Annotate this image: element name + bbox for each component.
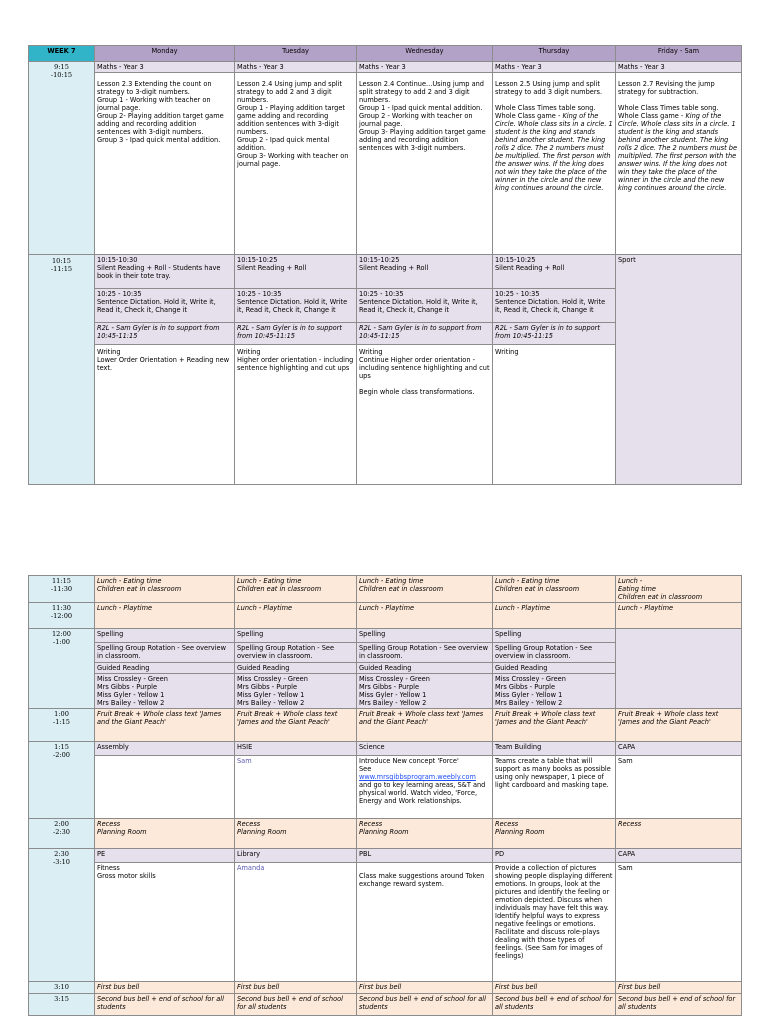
group-line: Mrs Bailey - Yellow 2	[97, 699, 165, 707]
slot-time: 10:15-10:25	[237, 256, 278, 264]
group-line: Miss Crossley - Green	[97, 675, 168, 683]
bell2-friday: Second bus bell + end of school for all students	[616, 994, 742, 1016]
lunch-text: Lunch -	[618, 577, 643, 585]
spelling-tuesday: Spelling	[235, 629, 357, 643]
maths-heading-thursday: Maths - Year 3	[493, 62, 616, 73]
time-label: 12:00 -1:00	[51, 630, 71, 646]
recess-text: Recess	[237, 820, 261, 828]
writing-heading: Writing	[359, 348, 383, 356]
maths-text: Group 2 - Ipad quick mental addition.	[237, 136, 330, 152]
time-bell2: 3:15	[29, 994, 95, 1016]
science-text: and go to key learning areas, S&T and physical world. Watch video, 'Force, Energy and Work relationships.	[359, 781, 486, 805]
bell2-monday: Second bus bell + end of school for all students	[95, 994, 235, 1016]
time-label: 2:00 -2:30	[52, 820, 71, 836]
group-line: Miss Gyler - Yellow 1	[359, 691, 427, 699]
time-label: 11:15 -11:30	[50, 577, 73, 593]
reading-wednesday	[357, 255, 493, 289]
maths-text: Group 2 - Working with teacher on journal page.	[359, 112, 473, 128]
block1-head-thursday: Team Building	[493, 742, 616, 756]
group-line: Mrs Bailey - Yellow 2	[495, 699, 563, 707]
dictation-wednesday	[357, 289, 493, 323]
writing-heading: Writing	[97, 348, 121, 356]
bell2-thursday: Second bus bell + end of school for all students	[493, 994, 616, 1016]
time-block2	[29, 849, 95, 982]
block2-thursday: Provide a collection of pictures showing people displaying different emotions. In groups, look at the pictures and identify the feeling or emotion depicted. Discuss when individuals may have felt this way. Identify helpful ways to express negative feelings or emotions. Facilitate and discuss role-plays dealing with those types of feelings. (See Sam for images of feelings)	[493, 863, 616, 982]
lunch-sub: Children eat in classroom	[359, 585, 444, 593]
maths-text	[495, 112, 613, 192]
bell1-tuesday: First bus bell	[235, 982, 357, 994]
time-label: 11:30 -12:00	[50, 604, 73, 620]
writing-heading: Writing	[237, 348, 261, 356]
game-label: Whole Class game -	[495, 112, 563, 120]
writing-tuesday	[235, 345, 357, 485]
maths-friday	[616, 73, 742, 255]
block1-head-friday: CAPA	[616, 742, 742, 756]
block2-head-friday: CAPA	[616, 849, 742, 863]
recess-thursday	[493, 819, 616, 849]
fruit-tuesday: Fruit Break + Whole class text 'James and the Giant Peach'	[235, 709, 357, 742]
morning-timetable	[28, 45, 742, 485]
spelling-wednesday: Spelling	[357, 629, 493, 643]
spelling-monday: Spelling	[95, 629, 235, 643]
group-line: Mrs Bailey - Yellow 2	[237, 699, 305, 707]
fruit-thursday: Fruit Break + Whole class text 'James and the Giant Peach'	[493, 709, 616, 742]
lunch-text: Eating time	[618, 585, 656, 593]
maths-heading-friday: Maths - Year 3	[616, 62, 742, 73]
recess-monday	[95, 819, 235, 849]
slot-text: Sentence Dictation. Hold it, Write it, Read it, Check it, Change it	[359, 298, 478, 314]
slot-time: 10:25 - 10:35	[237, 290, 282, 298]
block1-thursday: Teams create a table that will support as many books as possible using only newspaper, 1 piece of light cardboard and masking tape.	[493, 756, 616, 819]
slot-text: Silent Reading + Roll - Students have book in their tote tray.	[97, 264, 221, 280]
time-lunch-play	[29, 603, 95, 629]
block1-monday	[95, 756, 235, 819]
writing-text: Continue Higher order orientation - including sentence highlighting and cut ups	[359, 356, 490, 380]
time-label: 10:15 -11:15	[50, 257, 73, 273]
week-label: WEEK 7	[29, 46, 95, 62]
slot-text: Silent Reading + Roll	[495, 264, 565, 272]
planning-text: Planning Room	[359, 828, 409, 836]
lunch-play-wednesday: Lunch - Playtime	[357, 603, 493, 629]
maths-text: Group 3 - Ipad quick mental addition.	[97, 136, 221, 144]
bell1-wednesday: First bus bell	[357, 982, 493, 994]
maths-text: Group 1 - Playing addition target game adding and recording addition sentences with 3-digit numbers.	[237, 104, 345, 136]
group-line: Mrs Gibbs - Purple	[97, 683, 158, 691]
planning-text: Planning Room	[237, 828, 287, 836]
slot-time: 10:15-10:25	[495, 256, 536, 264]
block1-wednesday	[357, 756, 493, 819]
group-line: Miss Crossley - Green	[495, 675, 566, 683]
day-header-thursday: Thursday	[493, 46, 616, 62]
lunch-eat-monday	[95, 576, 235, 603]
lunch-sub: Children eat in classroom	[618, 593, 703, 601]
maths-text: Group 3- Working with teacher on journal page.	[237, 152, 349, 168]
writing-text: Begin whole class transformations.	[359, 388, 475, 396]
block1-head-wednesday: Science	[357, 742, 493, 756]
fruit-wednesday: Fruit Break + Whole class text 'James and the Giant Peach'	[357, 709, 493, 742]
rotation-monday: Spelling Group Rotation - See overview in classroom.	[95, 643, 235, 663]
planning-text: Planning Room	[97, 828, 147, 836]
bell2-tuesday: Second bus bell + end of school for all students	[235, 994, 357, 1016]
day-header-tuesday: Tuesday	[235, 46, 357, 62]
group-line: Miss Gyler - Yellow 1	[495, 691, 563, 699]
guided-reading-tuesday: Guided Reading	[235, 663, 357, 674]
block1-head-monday: Assembly	[95, 742, 235, 756]
maths-text	[618, 112, 739, 192]
lunch-text: Lunch - Eating time	[237, 577, 302, 585]
group-line: Mrs Gibbs - Purple	[237, 683, 298, 691]
slot-time: 10:25 - 10:35	[495, 290, 540, 298]
maths-text: Lesson 2.4 Using jump and split strategy to add 2 and 3 digit numbers.	[237, 80, 343, 104]
maths-text: Lesson 2.5 Using jump and split strategy to add 3 digit numbers.	[495, 80, 603, 96]
dictation-thursday	[493, 289, 616, 323]
time-recess	[29, 819, 95, 849]
block2-head-monday: PE	[95, 849, 235, 863]
block2-head-tuesday: Library	[235, 849, 357, 863]
bell1-monday: First bus bell	[95, 982, 235, 994]
r2l-thursday: R2L - Sam Gyler is in to support from 10:45-11:15	[493, 323, 616, 345]
rotation-tuesday: Spelling Group Rotation - See overview in classroom.	[235, 643, 357, 663]
group-line: Miss Gyler - Yellow 1	[237, 691, 305, 699]
lunch-eat-friday	[616, 576, 742, 603]
lunch-sub: Children eat in classroom	[97, 585, 182, 593]
spelling-friday	[616, 629, 742, 709]
block2-head-wednesday: PBL	[357, 849, 493, 863]
rotation-wednesday: Spelling Group Rotation - See overview in classroom.	[357, 643, 493, 663]
guided-reading-monday: Guided Reading	[95, 663, 235, 674]
maths-tuesday	[235, 73, 357, 255]
maths-monday	[95, 73, 235, 255]
dictation-monday	[95, 289, 235, 323]
bell1-thursday: First bus bell	[493, 982, 616, 994]
reading-monday	[95, 255, 235, 289]
group-line: Mrs Gibbs - Purple	[359, 683, 420, 691]
day-header-monday: Monday	[95, 46, 235, 62]
writing-wednesday	[357, 345, 493, 485]
game-text: King of the Circle. Whole class sits in a circle. 1 student is the king and stands behind another student. The king rolls 2 dice. The 2 numbers must be multiplied. The first person with the answer wins. If the king does not win they take the place of the winner in the circle and the new king continues around the circle.	[618, 112, 737, 192]
group-line: Mrs Bailey - Yellow 2	[359, 699, 427, 707]
r2l-wednesday: R2L - Sam Gyler is in to support from 10:45-11:15	[357, 323, 493, 345]
slot-time: 10:25 - 10:35	[359, 290, 404, 298]
writing-heading: Writing	[495, 348, 519, 356]
lunch-play-thursday: Lunch - Playtime	[493, 603, 616, 629]
time-label: 9:15 -10:15	[50, 63, 73, 79]
block2-friday: Sam	[616, 863, 742, 982]
recess-tuesday	[235, 819, 357, 849]
lunch-text: Lunch - Eating time	[495, 577, 560, 585]
slot-time: 10:15-10:25	[359, 256, 400, 264]
game-label: Whole Class game -	[618, 112, 686, 120]
reading-groups-monday	[95, 674, 235, 709]
maths-text: Group 1 - Ipad quick mental addition.	[359, 104, 483, 112]
maths-thursday	[493, 73, 616, 255]
writing-text: Lower Order Orientation + Reading new text.	[97, 356, 230, 372]
time-spelling	[29, 629, 95, 709]
bell2-wednesday: Second bus bell + end of school for all students	[357, 994, 493, 1016]
spelling-thursday: Spelling	[493, 629, 616, 643]
group-line: Miss Crossley - Green	[237, 675, 308, 683]
writing-monday	[95, 345, 235, 485]
maths-text: Whole Class Times table song.	[495, 104, 596, 112]
slot-time: 10:15-10:30	[97, 256, 138, 264]
r2l-monday: R2L - Sam Gyler is in to support from 10:45-11:15	[95, 323, 235, 345]
maths-text: Whole Class Times table song.	[618, 104, 719, 112]
maths-text: Group 1 - Working with teacher on journal page.	[97, 96, 211, 112]
writing-thursday	[493, 345, 616, 485]
guided-reading-wednesday: Guided Reading	[357, 663, 493, 674]
game-text: King of the Circle. Whole class sits in a circle. 1 student is the king and stands behind another student. The king rolls 2 dice. The 2 numbers must be multiplied. The first person with the answer wins. If the king does not win they take the place of the winner in the circle and the new king continues around the circle.	[495, 112, 613, 192]
day-header-friday: Friday - Sam	[616, 46, 742, 62]
lunch-play-tuesday: Lunch - Playtime	[235, 603, 357, 629]
lunch-eat-wednesday	[357, 576, 493, 603]
recess-text: Recess	[97, 820, 121, 828]
lunch-sub: Children eat in classroom	[237, 585, 322, 593]
slot-text: Sentence Dictation. Hold it, Write it, Read it, Check it, Change it	[97, 298, 216, 314]
lunch-text: Lunch - Eating time	[359, 577, 424, 585]
day-header-wednesday: Wednesday	[357, 46, 493, 62]
reading-thursday	[493, 255, 616, 289]
block1-tuesday: Sam	[235, 756, 357, 819]
block2-wednesday: Class make suggestions around Token exchange reward system.	[357, 863, 493, 982]
slot-text: Silent Reading + Roll	[237, 264, 307, 272]
afternoon-timetable	[28, 575, 742, 1016]
slot-text: Sentence Dictation. Hold it, Write it, Read it, Check it, Change it	[237, 298, 348, 314]
slot-time: 10:25 - 10:35	[97, 290, 142, 298]
lunch-eat-tuesday	[235, 576, 357, 603]
block2-head-thursday: PD	[493, 849, 616, 863]
r2l-tuesday: R2L - Sam Gyler is in to support from 10:45-11:15	[235, 323, 357, 345]
time-label: 1:15 -2:00	[52, 743, 71, 759]
reading-groups-thursday	[493, 674, 616, 709]
time-bell1: 3:10	[29, 982, 95, 994]
maths-heading-wednesday: Maths - Year 3	[357, 62, 493, 73]
reading-groups-wednesday	[357, 674, 493, 709]
program-link[interactable]: www.mrsgibbsprogram.weebly.com	[359, 773, 476, 781]
dictation-tuesday	[235, 289, 357, 323]
time-label: 2:30 -3:10	[52, 850, 71, 866]
guided-reading-thursday: Guided Reading	[493, 663, 616, 674]
lunch-play-friday: Lunch - Playtime	[616, 603, 742, 629]
lunch-text: Lunch - Eating time	[97, 577, 162, 585]
recess-text: Recess	[495, 820, 519, 828]
maths-text: Lesson 2.3 Extending the count on strategy to 3-digit numbers.	[97, 80, 212, 96]
sport-friday: Sport	[616, 255, 742, 485]
group-line: Miss Crossley - Green	[359, 675, 430, 683]
time-reading	[29, 255, 95, 485]
writing-text: Higher order orientation - including sentence highlighting and cut ups	[237, 356, 354, 372]
block2-tuesday: Amanda	[235, 863, 357, 982]
slot-text: Sentence Dictation. Hold it, Write it, Read it, Check it, Change it	[495, 298, 606, 314]
maths-text: Lesson 2.4 Continue...Using jump and split strategy to add 2 and 3 digit numbers.	[359, 80, 484, 104]
maths-text: Group 2- Playing addition target game adding and recording addition sentences with 3-digit numbers.	[97, 112, 224, 136]
science-text: Introduce New concept 'Force'	[359, 757, 459, 765]
time-fruit	[29, 709, 95, 742]
time-lunch-eat	[29, 576, 95, 603]
block1-friday: Sam	[616, 756, 742, 819]
time-maths	[29, 62, 95, 255]
fruit-friday: Fruit Break + Whole class text 'James and the Giant Peach'	[616, 709, 742, 742]
maths-heading-monday: Maths - Year 3	[95, 62, 235, 73]
recess-wednesday	[357, 819, 493, 849]
time-block1	[29, 742, 95, 819]
bell1-friday: First bus bell	[616, 982, 742, 994]
recess-friday: Recess	[616, 819, 742, 849]
rotation-thursday: Spelling Group Rotation - See overview in classroom.	[493, 643, 616, 663]
lunch-sub: Children eat in classroom	[495, 585, 580, 593]
maths-text: Group 3- Playing addition target game adding and recording addition sentences with 3-digit numbers.	[359, 128, 486, 152]
planning-text: Planning Room	[495, 828, 545, 836]
lunch-eat-thursday	[493, 576, 616, 603]
block1-head-tuesday: HSIE	[235, 742, 357, 756]
group-line: Mrs Gibbs - Purple	[495, 683, 556, 691]
science-text: See	[359, 765, 372, 773]
maths-wednesday	[357, 73, 493, 255]
block2-monday: Fitness Gross motor skills	[95, 863, 235, 982]
lunch-play-monday: Lunch - Playtime	[95, 603, 235, 629]
recess-text: Recess	[359, 820, 383, 828]
reading-tuesday	[235, 255, 357, 289]
maths-text: Lesson 2.7 Revising the jump strategy for subtraction.	[618, 80, 715, 96]
fruit-monday: Fruit Break + Whole class text 'James and the Giant Peach'	[95, 709, 235, 742]
time-label: 1:00 -1:15	[52, 710, 71, 726]
slot-text: Silent Reading + Roll	[359, 264, 429, 272]
reading-groups-tuesday	[235, 674, 357, 709]
group-line: Miss Gyler - Yellow 1	[97, 691, 165, 699]
maths-heading-tuesday: Maths - Year 3	[235, 62, 357, 73]
